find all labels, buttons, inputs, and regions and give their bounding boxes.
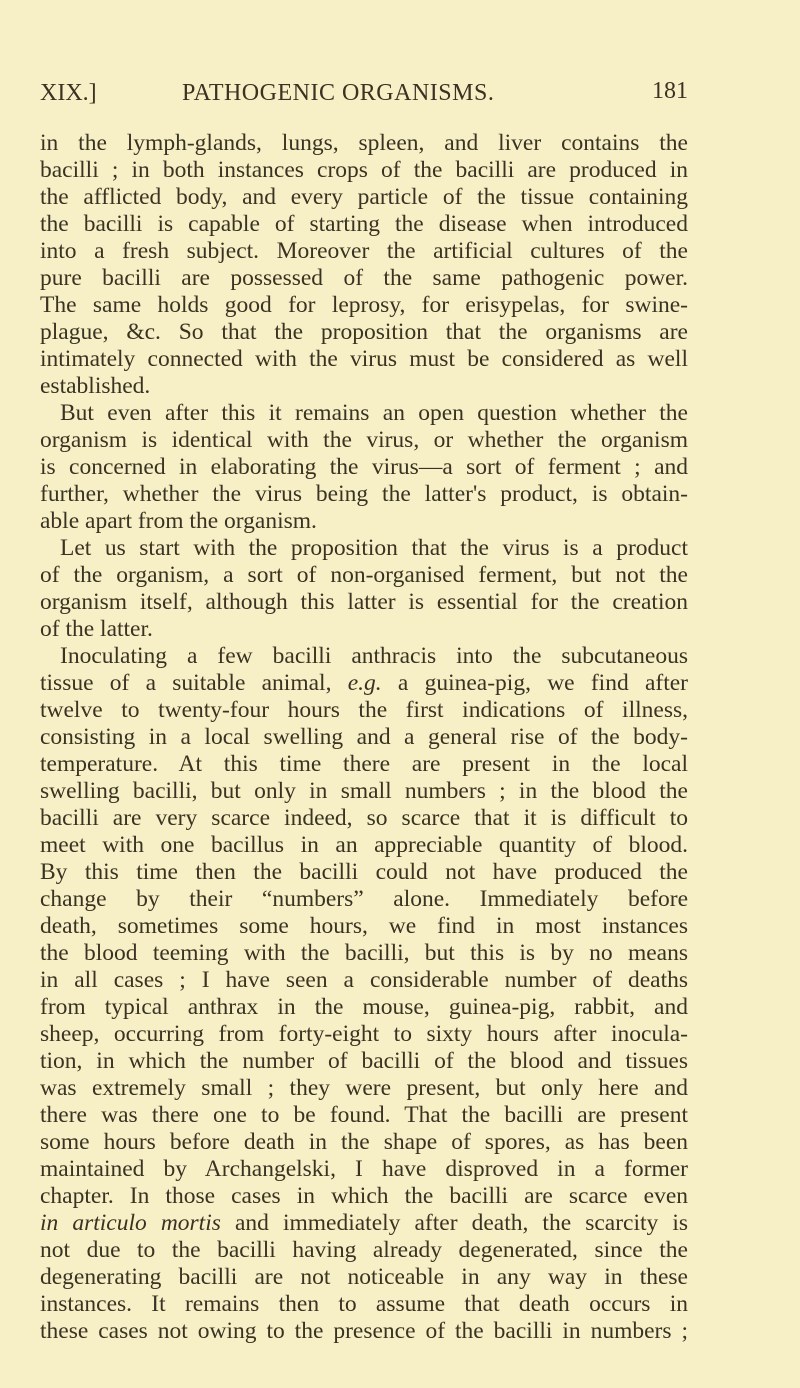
text-line: [40, 1075, 688, 1102]
text-line: [40, 697, 688, 724]
text-segment: tissue of a suitable animal,: [40, 670, 348, 696]
text-segment: of the organism, a sort of non-organised ferment, but not the: [40, 562, 688, 588]
text-segment: sheep, occurring from forty-eight to sixty hours after inocula-: [40, 1021, 688, 1047]
text-segment: is concerned in elaborating the virus—a sort of ferment ; and: [40, 454, 688, 480]
text-line: [40, 1048, 688, 1075]
text-segment: further, whether the virus being the latter's product, is obtain-: [40, 481, 688, 507]
text-line: [40, 886, 688, 913]
text-line: [40, 589, 688, 616]
text-segment: into a fresh subject. Moreover the artificial cultures of the: [40, 238, 688, 264]
text-segment: tion, in which the number of bacilli of the blood and tissues: [40, 1048, 688, 1074]
italic-text: in articulo mortis: [40, 1210, 221, 1236]
text-line: [40, 724, 688, 751]
text-line: [40, 616, 688, 643]
text-segment: maintained by Archangelski, I have disproved in a former: [40, 1156, 688, 1182]
text-line: [40, 1102, 688, 1129]
text-segment: Inoculating a few bacilli anthracis into the subcutaneous: [60, 643, 688, 669]
text-line: [40, 238, 688, 265]
text-segment: change by their “numbers” alone. Immediately before: [40, 886, 688, 912]
text-segment: organism itself, although this latter is essential for the creation: [40, 589, 688, 615]
text-segment: plague, &c. So that the proposition that the organisms are: [40, 319, 688, 345]
text-segment: degenerating bacilli are not noticeable in any way in these: [40, 1264, 688, 1290]
text-line: [40, 1210, 688, 1237]
text-segment: not due to the bacilli having already degenerated, since the: [40, 1237, 688, 1263]
text-segment: the blood teeming with the bacilli, but this is by no means: [40, 940, 688, 966]
text-line: [40, 859, 688, 886]
text-segment: was extremely small ; they were present, but only here and: [40, 1075, 688, 1101]
text-segment: established.: [40, 373, 151, 399]
text-segment: By this time then the bacilli could not have produced the: [40, 859, 688, 885]
text-segment: the afflicted body, and every particle of the tissue containing: [40, 184, 688, 210]
text-segment: temperature. At this time there are present in the local: [40, 751, 688, 777]
text-segment: in all cases ; I have seen a considerable number of deaths: [40, 967, 688, 993]
text-segment: twelve to twenty-four hours the first indications of illness,: [40, 697, 688, 723]
text-line: [40, 1237, 688, 1264]
text-line: [40, 1264, 688, 1291]
body-text: [40, 130, 688, 1345]
text-line: [40, 1156, 688, 1183]
text-line: [40, 643, 688, 670]
text-segment: a guinea-pig, we find after: [381, 670, 688, 696]
text-line: [40, 940, 688, 967]
text-segment: chapter. In those cases in which the bacilli are scarce even: [40, 1183, 688, 1209]
text-line: [40, 1291, 688, 1318]
text-line: [40, 670, 688, 697]
text-line: [40, 1129, 688, 1156]
text-line: [40, 535, 688, 562]
text-segment: from typical anthrax in the mouse, guinea-pig, rabbit, and: [40, 994, 688, 1020]
text-line: [40, 832, 688, 859]
text-segment: consisting in a local swelling and a general rise of the body-: [40, 724, 688, 750]
text-segment: there was there one to be found. That the bacilli are present: [40, 1102, 688, 1128]
text-segment: some hours before death in the shape of spores, as has been: [40, 1129, 688, 1155]
text-line: [40, 346, 688, 373]
text-line: [40, 1183, 688, 1210]
text-segment: But even after this it remains an open question whether the: [60, 400, 688, 426]
text-segment: the bacilli is capable of starting the disease when introduced: [40, 211, 688, 237]
text-line: [40, 373, 688, 400]
text-line: [40, 319, 688, 346]
text-segment: in the lymph-glands, lungs, spleen, and liver contains the: [40, 130, 688, 156]
text-line: [40, 292, 688, 319]
text-segment: death, sometimes some hours, we find in most instances: [40, 913, 688, 939]
text-segment: intimately connected with the virus must be considered as well: [40, 346, 688, 372]
text-segment: able apart from the organism.: [40, 508, 317, 534]
text-segment: pure bacilli are possessed of the same pathogenic power.: [40, 265, 688, 291]
text-line: [40, 454, 688, 481]
text-segment: organism is identical with the virus, or whether the organism: [40, 427, 688, 453]
text-line: [40, 400, 688, 427]
text-segment: of the latter.: [40, 616, 153, 642]
text-line: [40, 211, 688, 238]
text-line: [40, 427, 688, 454]
text-segment: these cases not owing to the presence of the bacilli in numbers ;: [40, 1318, 688, 1344]
text-line: [40, 751, 688, 778]
italic-text: e.g.: [347, 670, 382, 696]
text-segment: and immediately after death, the scarcity is: [220, 1210, 688, 1236]
text-line: [40, 562, 688, 589]
page-number: 181: [652, 78, 688, 104]
text-line: [40, 994, 688, 1021]
text-segment: The same holds good for leprosy, for erisypelas, for swine-: [40, 292, 688, 318]
text-line: [40, 1318, 688, 1345]
text-line: [40, 157, 688, 184]
text-line: [40, 913, 688, 940]
text-line: [40, 778, 688, 805]
text-line: [40, 481, 688, 508]
text-segment: instances. It remains then to assume that death occurs in: [40, 1291, 688, 1317]
running-title: PATHOGENIC ORGANISMS.: [182, 80, 495, 106]
chapter-number: XIX.]: [40, 80, 97, 106]
text-line: [40, 508, 688, 535]
text-line: [40, 805, 688, 832]
text-segment: bacilli ; in both instances crops of the bacilli are produced in: [40, 157, 688, 183]
text-line: [40, 967, 688, 994]
text-segment: Let us start with the proposition that the virus is a product: [60, 535, 688, 561]
text-line: [40, 184, 688, 211]
text-segment: meet with one bacillus in an appreciable quantity of blood.: [40, 832, 688, 858]
text-segment: swelling bacilli, but only in small numbers ; in the blood the: [40, 778, 688, 804]
text-line: [40, 1021, 688, 1048]
text-line: [40, 130, 688, 157]
text-segment: bacilli are very scarce indeed, so scarce that it is difficult to: [40, 805, 688, 831]
text-line: [40, 265, 688, 292]
